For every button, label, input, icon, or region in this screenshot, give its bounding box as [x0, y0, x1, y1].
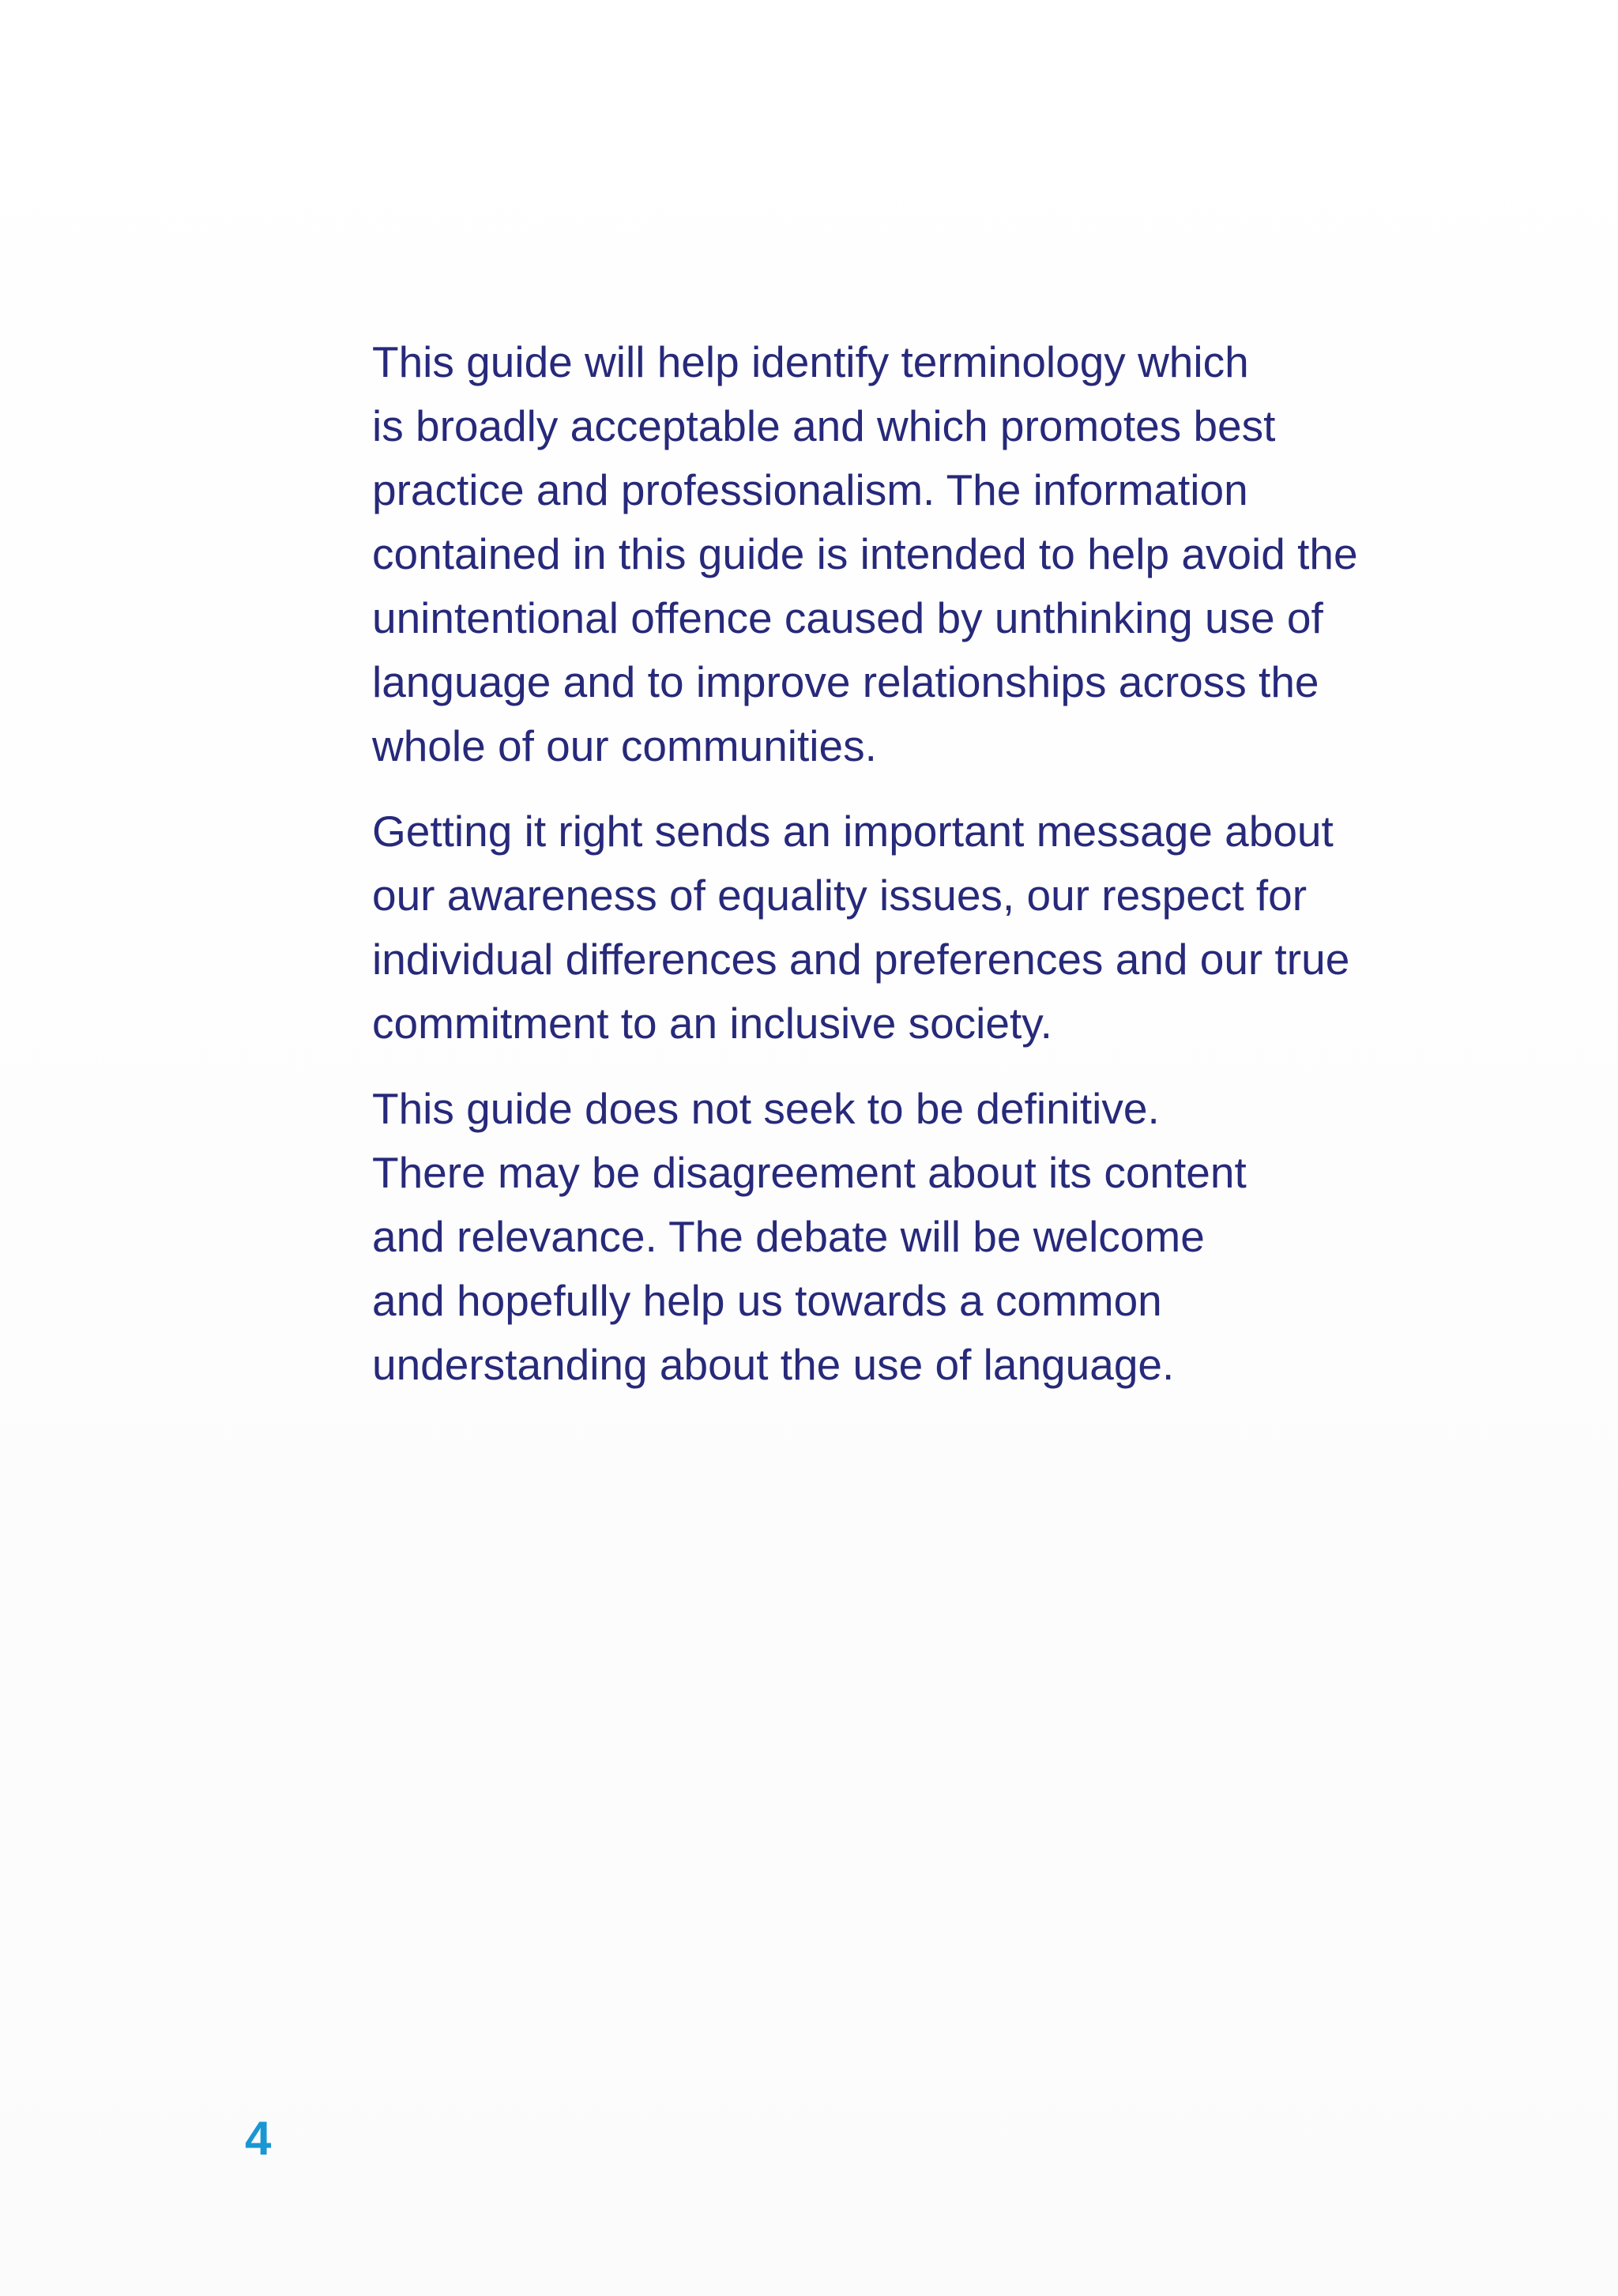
paragraph-line: and relevance. The debate will be welcome	[372, 1212, 1205, 1261]
paragraph-line: This guide will help identify terminology which	[372, 337, 1249, 386]
paragraph-line: language and to improve relationships across the	[372, 657, 1319, 706]
paragraph-2	[372, 800, 1494, 1056]
paragraph-line: practice and professionalism. The information	[372, 465, 1248, 514]
paragraph-line: commitment to an inclusive society.	[372, 999, 1052, 1048]
paragraph-line: whole of our communities.	[372, 721, 877, 770]
paragraph-line: understanding about the use of language.	[372, 1340, 1175, 1389]
paragraph-3	[372, 1077, 1494, 1397]
paragraph-line: is broadly acceptable and which promotes best	[372, 401, 1276, 450]
page-number: 4	[245, 2112, 272, 2165]
paragraph-line: contained in this guide is intended to help avoid the	[372, 529, 1358, 578]
paragraph-1	[372, 330, 1494, 778]
paragraph-line: There may be disagreement about its content	[372, 1148, 1247, 1197]
paragraph-line: and hopefully help us towards a common	[372, 1276, 1162, 1325]
paragraph-line: our awareness of equality issues, our respect for	[372, 871, 1308, 920]
body-text	[372, 330, 1494, 1418]
paragraph-line: unintentional offence caused by unthinking use of	[372, 593, 1323, 642]
paragraph-line: individual differences and preferences and our true	[372, 935, 1350, 984]
paragraph-line: Getting it right sends an important message about	[372, 807, 1334, 856]
paragraph-line: This guide does not seek to be definitive.	[372, 1084, 1160, 1133]
